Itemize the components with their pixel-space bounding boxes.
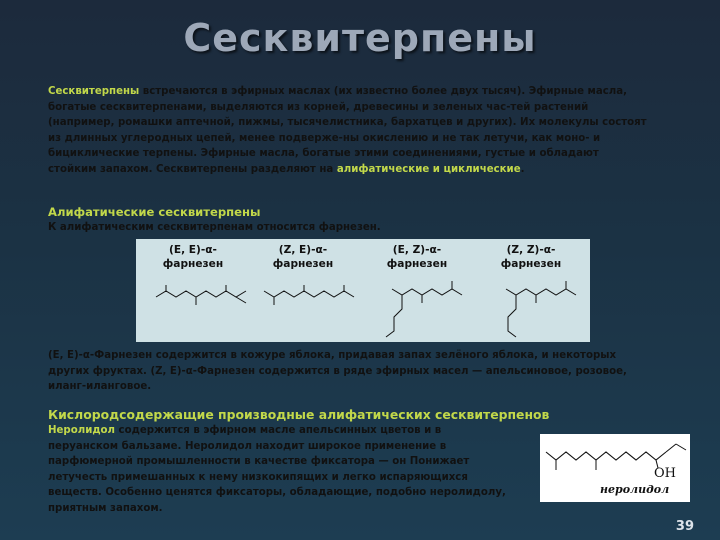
nerolidol-body-text: содержится в эфирном масле апельсинных цветов и в перуанском бальзаме. Неролидол находит широкое применение в парфюмерной промышленности в качестве фиксатора — он Понижает летучесть примешанных к нему низкокипящих и легко испаряющихся веществ. Особенно ценятся фиксаторы, обладающие, подобно неролидолу, приятным запахом. — [48, 425, 506, 514]
isomer-ee-line1: (E, E)-α- — [169, 244, 217, 256]
isomer-label-ee — [138, 243, 248, 271]
aliphatic-subtitle: К алифатическим сесквитерпенам относится фарнезен. — [48, 222, 381, 233]
ze-farnesene-structure — [262, 283, 362, 313]
intro-end: . — [520, 163, 525, 175]
isomer-label-zz — [476, 243, 586, 271]
nerolidol-paragraph — [48, 423, 508, 516]
aliphatic-heading: Алифатические сесквитерпены — [48, 205, 261, 219]
nerolidol-lead-term: Неролидол — [48, 425, 116, 436]
page-number: 39 — [675, 519, 694, 534]
isomer-zz-line2: фарнезен — [500, 258, 562, 270]
farnesene-description: (E, E)-α-Фарнезен содержится в кожуре яблока, придавая запах зелёного яблока, и некоторых других фруктах. (Z, E)-α-Фарнезен содержится в ряде эфирных масел — апельсиновое, розовое, иланг-иланговое. — [48, 350, 627, 392]
intro-highlight: алифатические и циклические — [336, 163, 521, 175]
isomer-zz-line1: (Z, Z)-α- — [506, 244, 556, 256]
zz-farnesene-structure — [486, 275, 586, 339]
hydroxyl-label: OH — [654, 466, 676, 481]
intro-body-text: встречаются в эфирных маслах (их известно более двух тысяч). Эфирные масла, богатые сесквитерпенами, выделяются из корней, древесины и зеленых час-тей растений (например, ромашки аптечной, пижмы, тысячелистника, бархатцев и других). Их молекулы состоят из длинных углеродных цепей, менее подверже-ны окислению и не так летучи, как моно- и бициклические терпены. Эфирные масла, богатые этими соединениями, густые и обладают стойким запахом. Сесквитерпены разделяют на — [48, 86, 647, 175]
isomer-ez-line1: (E, Z)-α- — [392, 244, 442, 256]
isomer-label-ez — [362, 243, 472, 271]
intro-paragraph — [48, 84, 648, 177]
slide-title: Сесквитерпены — [183, 16, 537, 60]
intro-lead-term: Сесквитерпены — [48, 86, 140, 97]
ez-farnesene-structure — [372, 275, 472, 339]
nerolidol-figure — [540, 434, 690, 502]
oxygen-derivatives-heading: Кислородсодержащие производные алифатических сесквитерпенов — [48, 407, 550, 422]
isomer-ez-line2: фарнезен — [386, 258, 448, 270]
ee-farnesene-structure — [154, 283, 254, 313]
isomer-ze-line1: (Z, E)-α- — [278, 244, 328, 256]
isomer-ze-line2: фарнезен — [272, 258, 334, 270]
farnesene-isomers-figure — [136, 239, 590, 342]
nerolidol-caption: неролидол — [600, 483, 670, 496]
isomer-ee-line2: фарнезен — [162, 258, 224, 270]
isomer-label-ze — [248, 243, 358, 271]
